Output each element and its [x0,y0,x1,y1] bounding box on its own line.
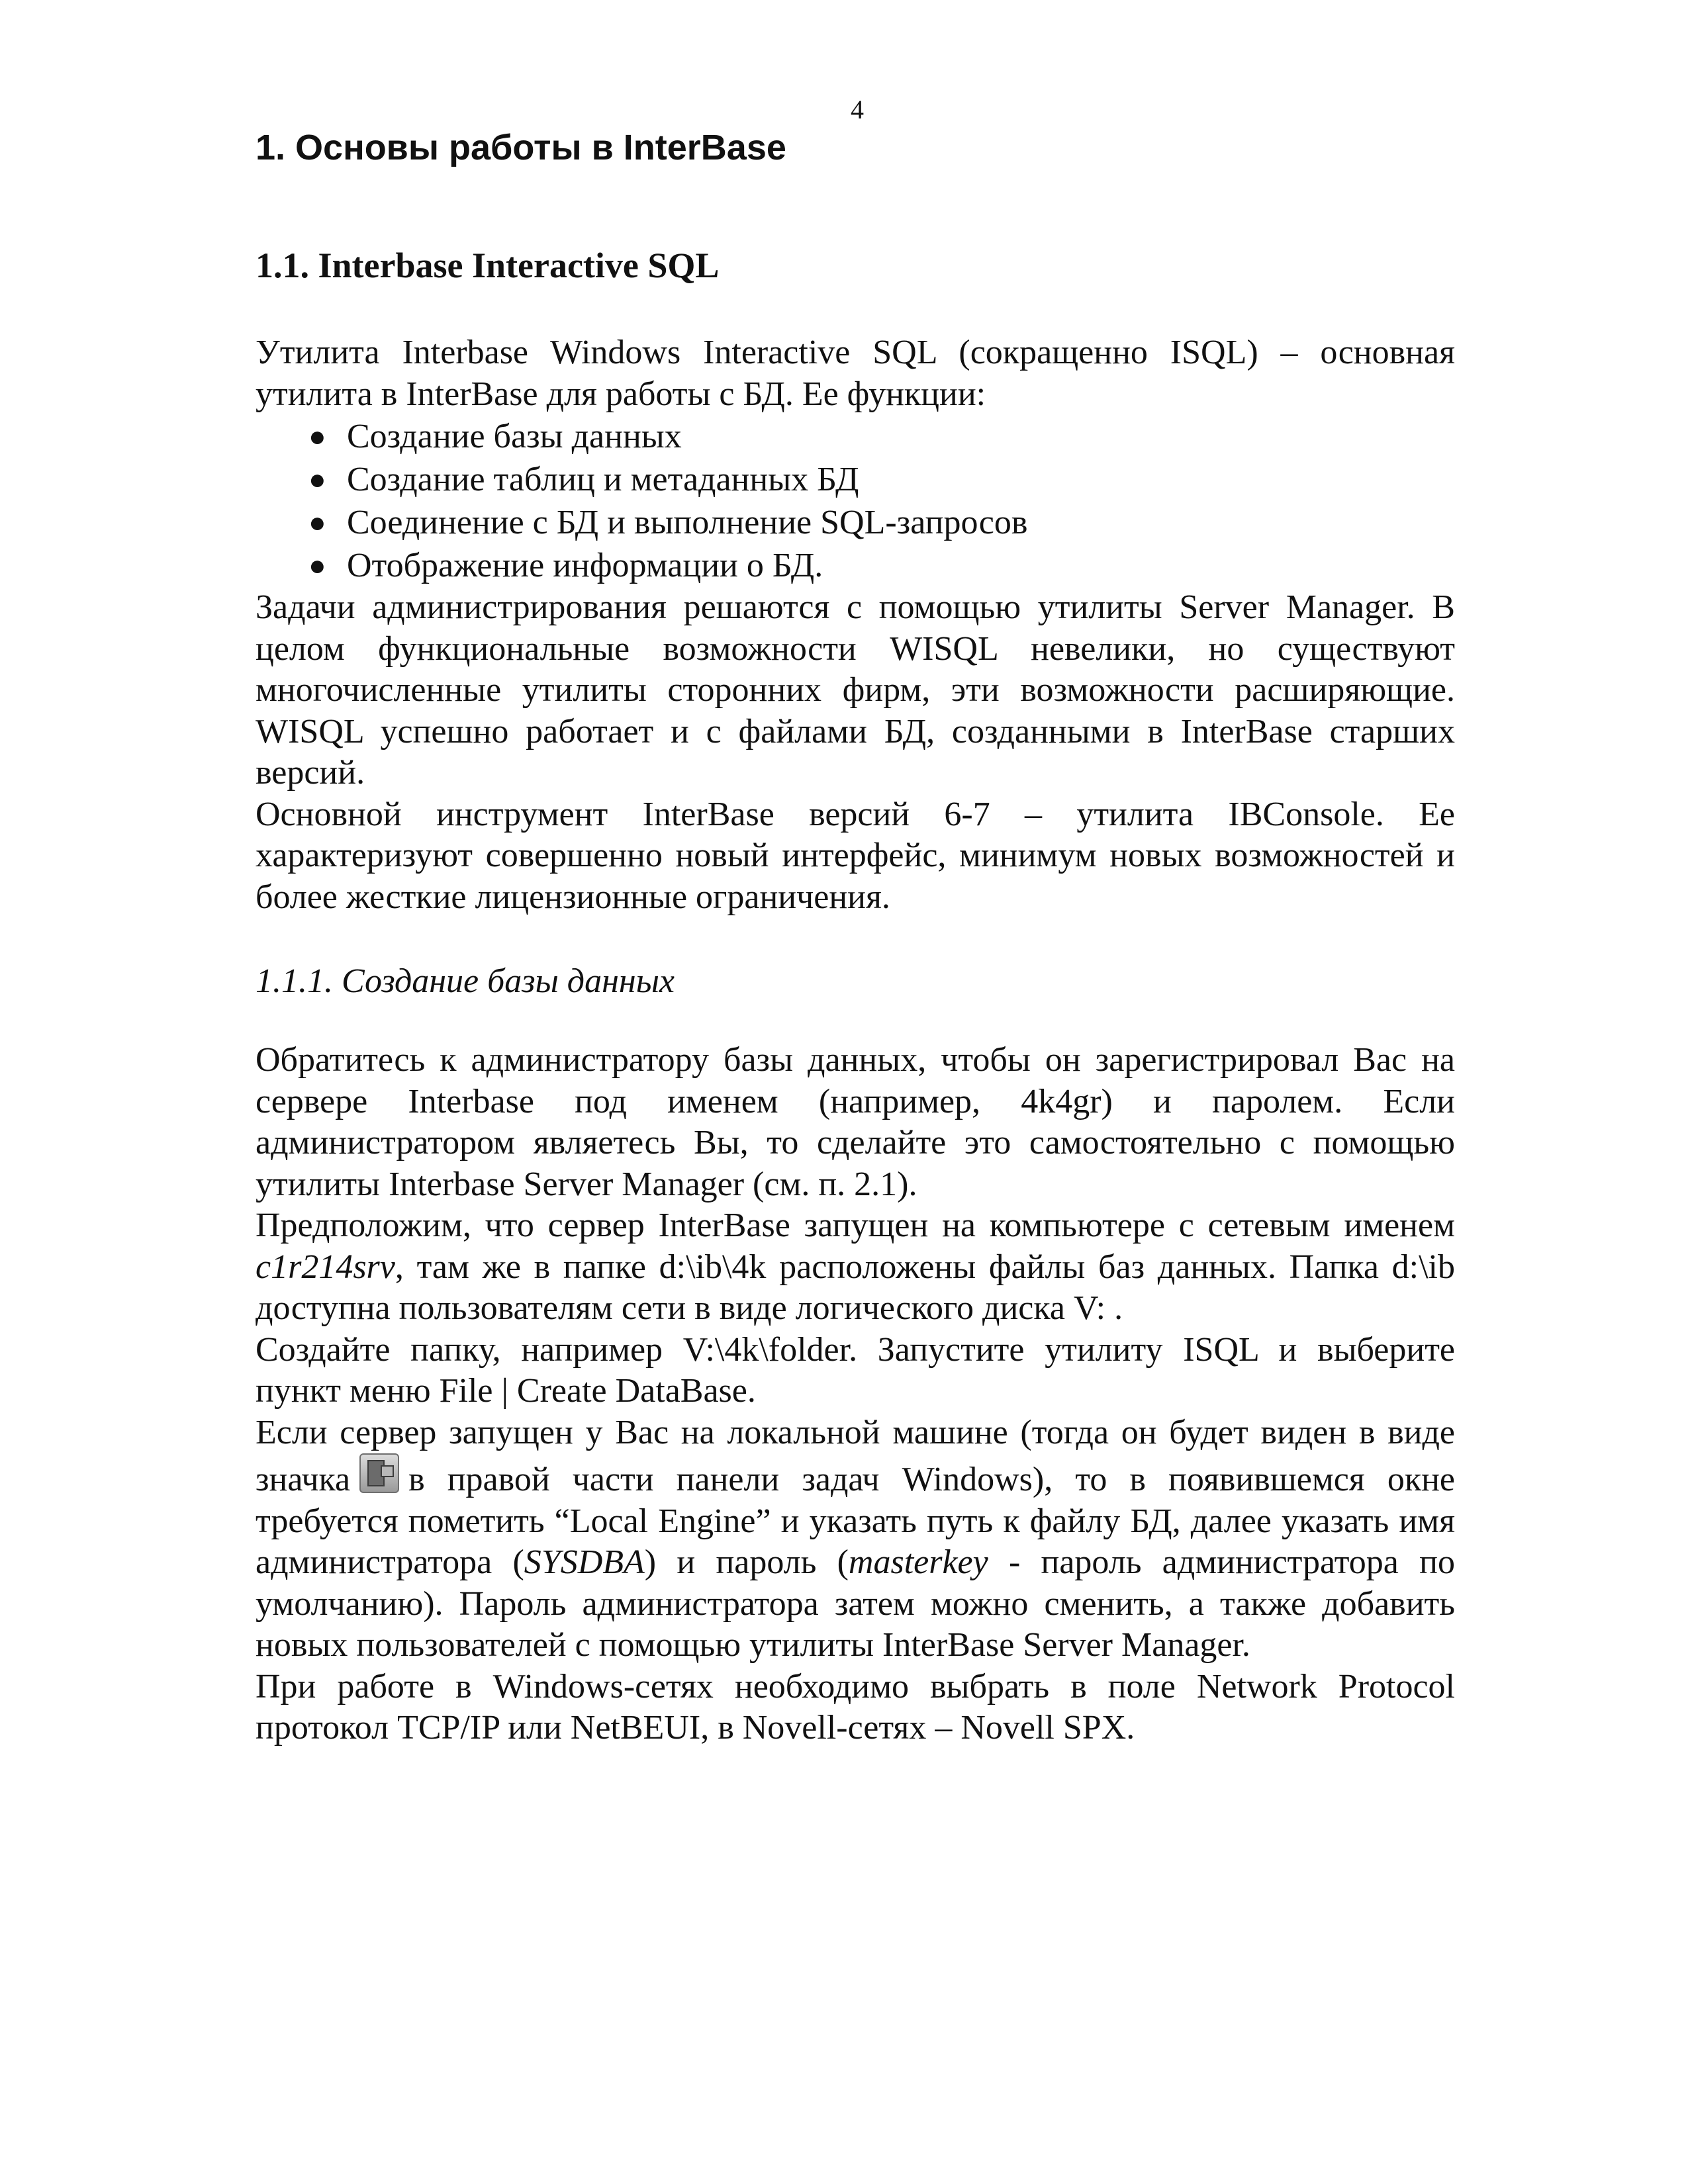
bullet-icon: ● [308,549,326,582]
network-paragraph: При работе в Windows-сетях необходимо выбрать в поле Network Protocol протокол TCP/IP или NetBEUI, в Novell-сетях – Novell SPX. [256,1667,1455,1747]
bullet-icon: ● [308,506,326,539]
server-tray-icon [359,1453,399,1493]
list-item: ● Создание таблиц и метаданных БД [347,458,1455,501]
ibconsole-paragraph: Основной инструмент InterBase версий 6-7 – утилита IBConsole. Ее характеризуют совершенно новый интерфейс, минимум новых возможностей и более жесткие лицензионные ограничения. [256,795,1455,916]
page-number: 4 [851,95,864,124]
intro-paragraph: Утилита Interbase Windows Interactive SQL (сокращенно ISQL) – основная утилита в InterBase для работы с БД. Ее функции: [256,334,1455,413]
list-item: ● Отображение информации о БД. [347,544,1455,587]
register-paragraph: Обратитесь к администратору базы данных, чтобы он зарегистрировал Вас на сервере Interbase под именем (например, 4k4gr) и паролем. Если администратором являетесь Вы, то сделайте это самостоятельно с помощью утилиты Interbase Server Manager (см. п. 2.1). [256,1041,1455,1203]
host-name: c1r214srv [256,1248,395,1286]
default-password: masterkey [848,1543,988,1581]
bullet-icon: ● [308,463,326,496]
list-item: ● Соединение с БД и выполнение SQL-запросов [347,501,1455,544]
functions-list [256,415,1455,587]
subsection-title: 1.1.1. Создание базы данных [256,962,675,1000]
admin-paragraph: Задачи администрирования решаются с помощью утилиты Server Manager. В целом функциональные возможности WISQL невелики, но существуют многочисленные утилиты сторонних фирм, эти возможности расширяющие. WISQL успешно работает и с файлами БД, созданными в InterBase старших версий. [256,588,1455,792]
section-title: 1.1. Interbase Interactive SQL [256,246,720,285]
server-paragraph: Предположим, что сервер InterBase запущен на компьютере с сетевым именем c1r214srv, там же в папке d:\ib\4k расположены файлы баз данных. Папка d:\ib доступна пользователям сети в виде логического диска V: . [256,1206,1455,1327]
document-body [256,126,1455,1749]
create-paragraph: Создайте папку, например V:\4k\folder. Запустите утилиту ISQL и выберите пункт меню File | Create DataBase. [256,1330,1455,1410]
local-paragraph: Если сервер запущен у Вас на локальной машине (тогда он будет виден в виде значка в правой части панели задач Windows), то в появившемся окне требуется пометить “Local Engine” и указать путь к файлу БД, далее указать имя администратора (SYSDBA) и пароль (masterkey - пароль администратора по умолчанию). Пароль администратора затем можно сменить, а также добавить новых пользователей с помощью утилиты InterBase Server Manager. [256,1413,1455,1664]
list-item: ● Создание базы данных [347,415,1455,458]
admin-name: SYSDBA [524,1543,645,1581]
chapter-title: 1. Основы работы в InterBase [256,128,786,167]
bullet-icon: ● [308,420,326,453]
